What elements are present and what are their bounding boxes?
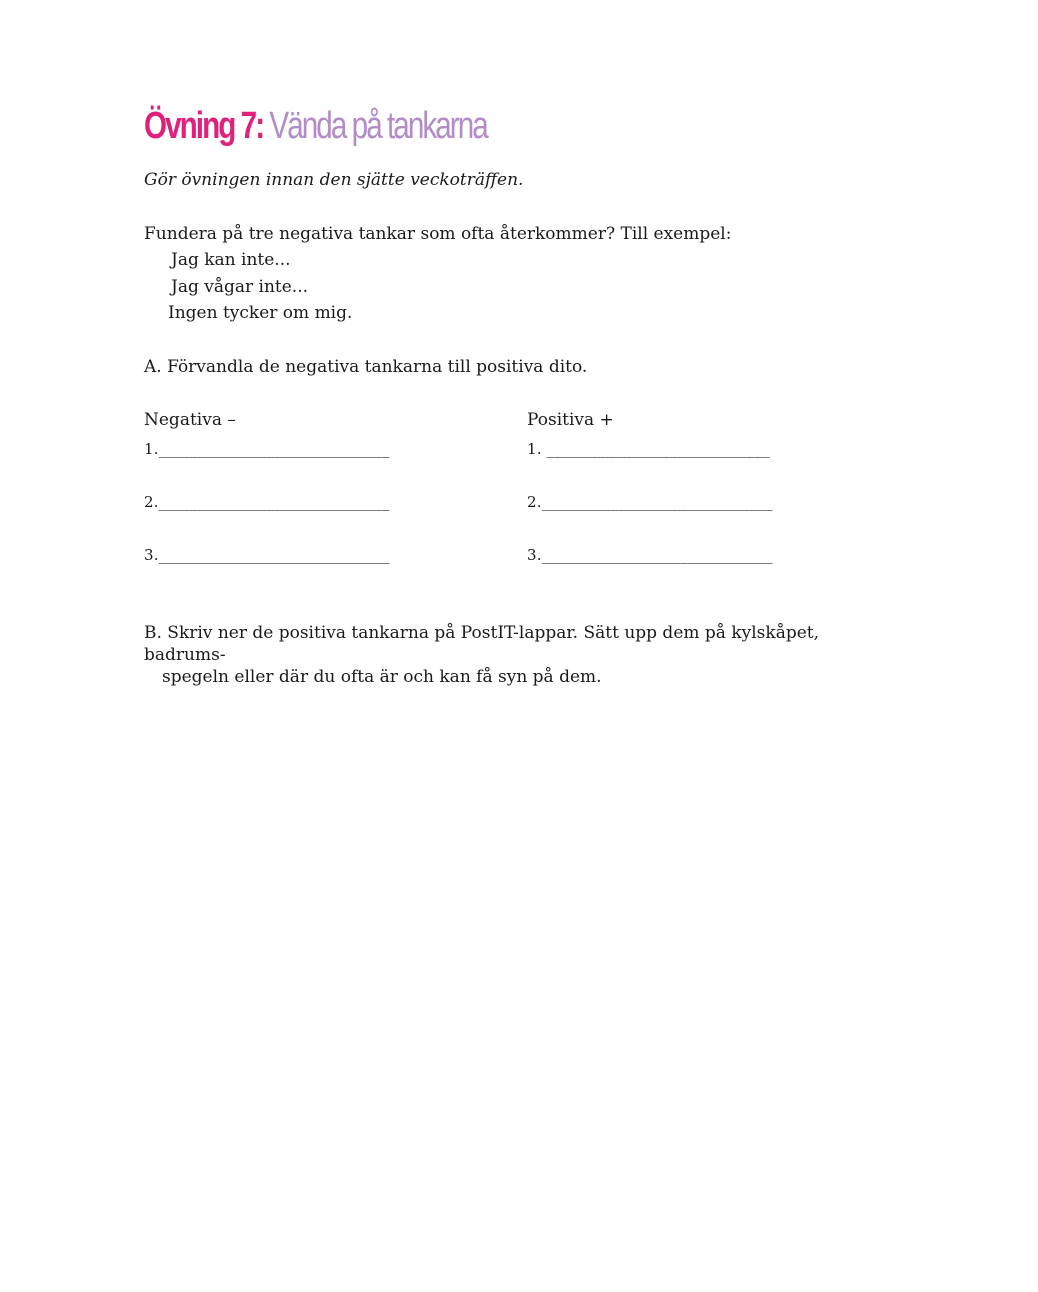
part-b-instruction: [144, 622, 864, 688]
positive-line-3[interactable]: 3.______________________________: [527, 546, 773, 564]
example-thought-3: Ingen tycker om mig.: [168, 303, 353, 323]
positive-line-2[interactable]: 2.______________________________: [527, 493, 773, 511]
exercise-number: Övning 7:: [144, 105, 264, 147]
negative-column-heading: Negativa –: [144, 410, 236, 430]
page-title: [144, 100, 487, 152]
example-thought-1: Jag kan inte...: [171, 250, 291, 270]
part-b-line-2: spegeln eller där du ofta är och kan få syn på dem.: [162, 667, 602, 687]
negative-line-3[interactable]: 3.______________________________: [144, 546, 390, 564]
negative-line-2[interactable]: 2.______________________________: [144, 493, 390, 511]
instruction-subtitle: Gör övningen innan den sjätte veckoträffen.: [144, 170, 524, 190]
positive-column-heading: Positiva +: [527, 410, 614, 430]
intro-text: Fundera på tre negativa tankar som ofta återkommer? Till exempel:: [144, 224, 732, 244]
example-thought-2: Jag vågar inte...: [171, 277, 309, 297]
positive-line-1[interactable]: 1. _____________________________: [527, 440, 770, 458]
negative-line-1[interactable]: 1.______________________________: [144, 440, 390, 458]
part-b-line-1: B. Skriv ner de positiva tankarna på PostIT-lappar. Sätt upp dem på kylskåpet, badrums-: [144, 623, 820, 665]
part-a-instruction: A. Förvandla de negativa tankarna till positiva dito.: [144, 357, 588, 377]
exercise-title: Vända på tankarna: [269, 105, 487, 147]
